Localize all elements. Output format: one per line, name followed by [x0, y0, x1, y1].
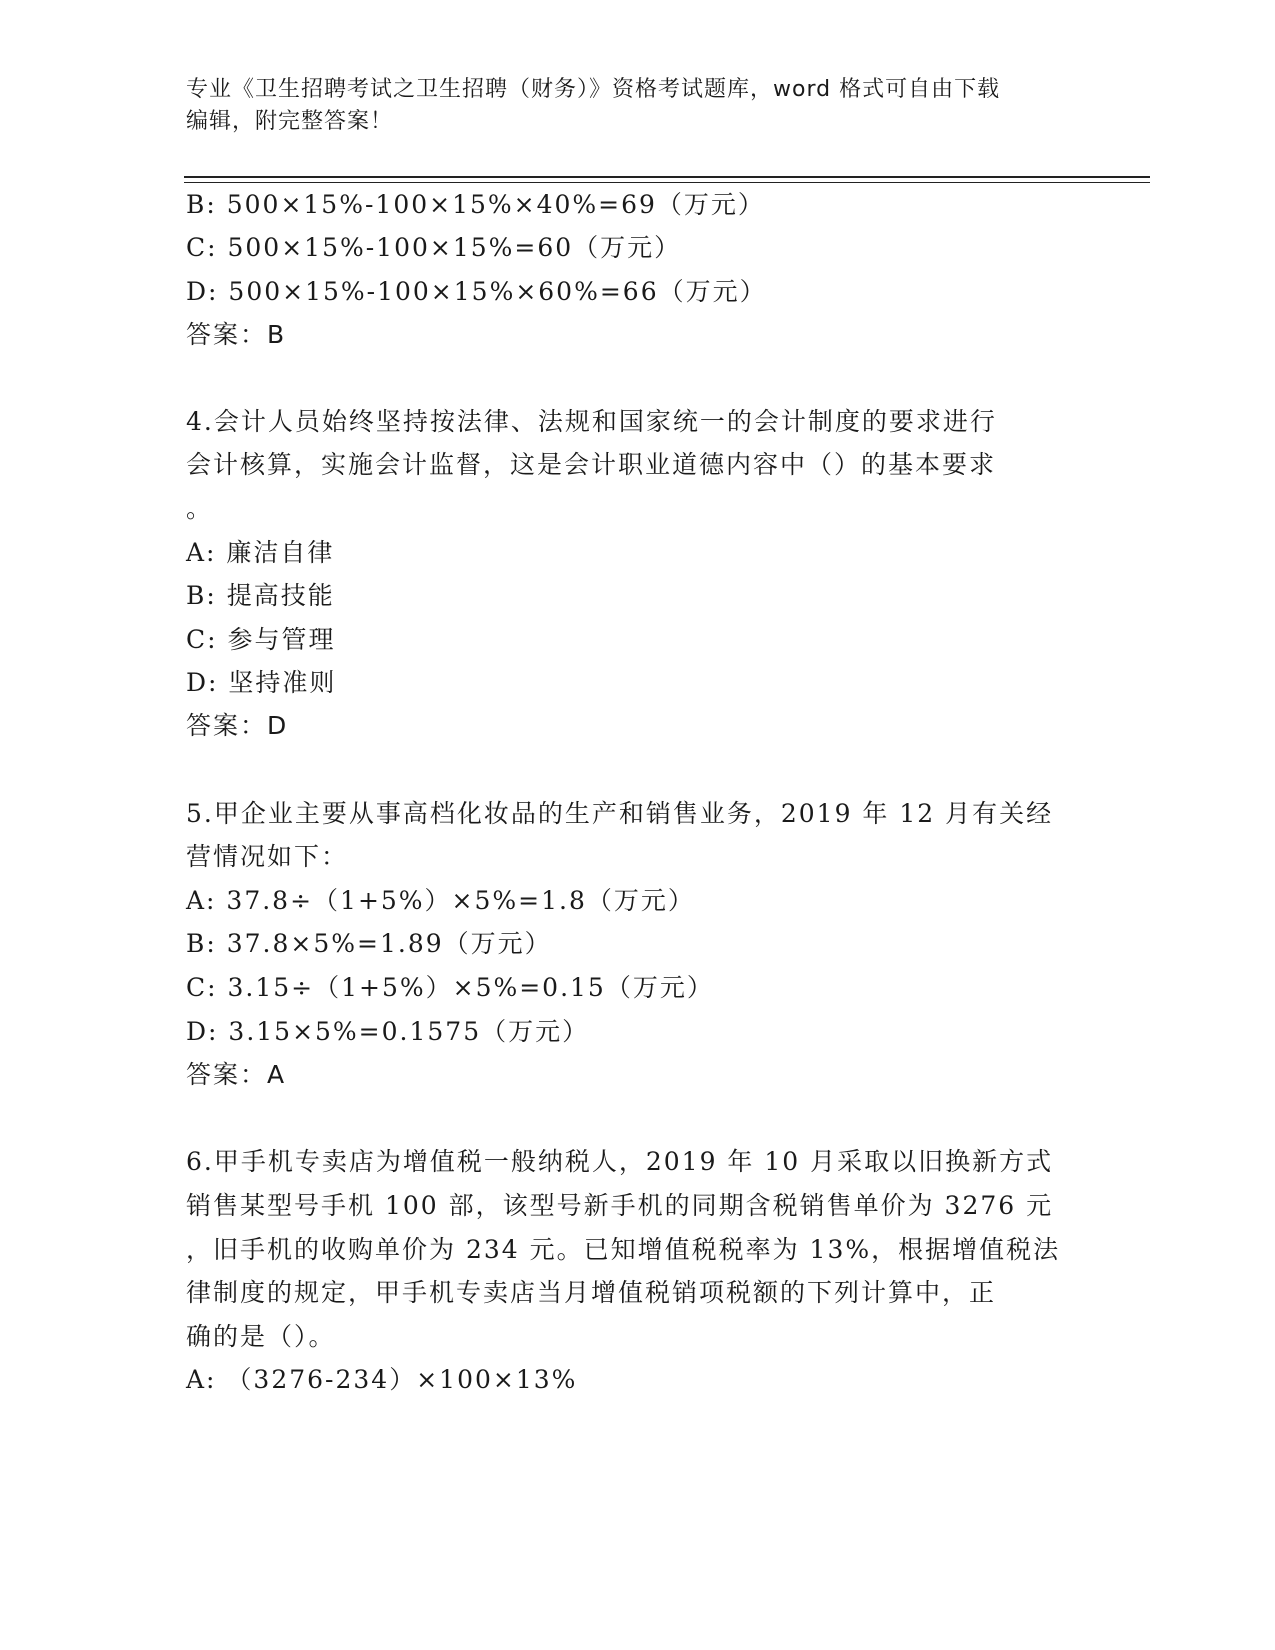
answer-q4: 答案：D: [186, 711, 289, 740]
question-6-line-3: ，旧手机的收购单价为 234 元。已知增值税税率为 13%，根据增值税法: [186, 1235, 1061, 1264]
answer-q5: 答案：A: [186, 1060, 287, 1089]
question-5-line-1: 5.甲企业主要从事高档化妆品的生产和销售业务，2019 年 12 月有关经: [186, 799, 1054, 828]
header-line-2: 编辑，附完整答案！: [186, 109, 394, 134]
option-a-q5: A: 37.8÷（1+5%）×5%=1.8（万元）: [186, 886, 695, 915]
answer-q3: 答案：B: [186, 320, 287, 349]
document-header: [186, 74, 1086, 138]
question-4-line-3: 。: [186, 494, 214, 523]
option-b-q4: B: 提高技能: [186, 581, 335, 610]
header-divider-thick: [184, 176, 1150, 178]
question-4-line-1: 4.会计人员始终坚持按法律、法规和国家统一的会计制度的要求进行: [186, 407, 997, 436]
question-6-line-4: 律制度的规定，甲手机专卖店当月增值税销项税额的下列计算中，正: [186, 1278, 997, 1307]
question-5-line-2: 营情况如下：: [186, 842, 349, 871]
option-c-q4: C: 参与管理: [186, 625, 336, 654]
header-divider-thin: [184, 182, 1150, 183]
option-b-q5: B: 37.8×5%=1.89（万元）: [186, 929, 552, 958]
option-d-q3: D: 500×15%-100×15%×60%=66（万元）: [186, 277, 767, 306]
question-6-line-2: 销售某型号手机 100 部，该型号新手机的同期含税销售单价为 3276 元: [186, 1191, 1054, 1220]
option-c-q3: C: 500×15%-100×15%=60（万元）: [186, 233, 682, 262]
option-c-q5: C: 3.15÷（1+5%）×5%=0.15（万元）: [186, 973, 714, 1002]
question-6-line-5: 确的是（）。: [186, 1322, 336, 1351]
option-a-q6: A: （3276-234）×100×13%: [186, 1365, 578, 1394]
question-4-line-2: 会计核算，实施会计监督，这是会计职业道德内容中（）的基本要求: [186, 450, 997, 479]
question-6-line-1: 6.甲手机专卖店为增值税一般纳税人，2019 年 10 月采取以旧换新方式: [186, 1147, 1054, 1176]
option-d-q5: D: 3.15×5%=0.1575（万元）: [186, 1017, 590, 1046]
option-b-q3: B: 500×15%-100×15%×40%=69（万元）: [186, 190, 765, 219]
option-d-q4: D: 坚持准则: [186, 668, 337, 697]
header-line-1: 专业《卫生招聘考试之卫生招聘（财务）》资格考试题库，word 格式可自由下载: [186, 77, 1001, 102]
option-a-q4: A: 廉洁自律: [186, 538, 335, 567]
